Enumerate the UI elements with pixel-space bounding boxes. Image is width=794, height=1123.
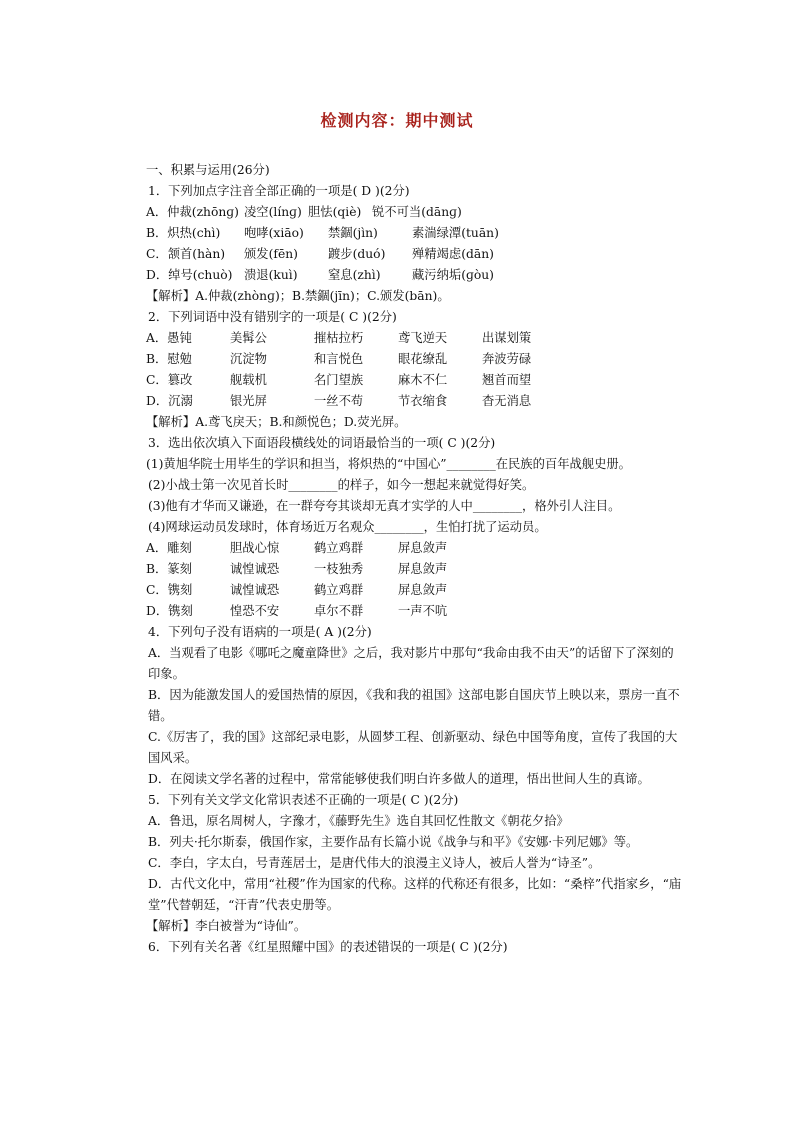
q3-option-c: C．镌刻 诚惶诚恐 鹤立鸡群 屏息敛声: [146, 583, 448, 597]
q1-option-a: A．仲裁(zhōnɡ) 凌空(línɡ) 胆怯(qiè) 锐不可当(dānɡ): [146, 205, 462, 219]
q4-option-a: A．当观看了电影《哪吒之魔童降世》之后，我对影片中那句“我命由我不由天”的话留下了深刻的印象。: [148, 646, 674, 681]
question-5-stem: 5．下列有关文学文化常识表述不正确的一项是( C )(2分): [148, 793, 459, 807]
question-6-stem: 6．下列有关名著《红星照耀中国》的表述错误的一项是( C )(2分): [148, 940, 508, 954]
q5-option-d: D．古代文化中，常用“社稷”作为国家的代称。这样的代称还有很多，比如：“桑梓”代指家乡，“庙堂”代替朝廷，“汗青”代表史册等。: [148, 877, 682, 912]
q5-option-c: C．李白，字太白，号青莲居士，是唐代伟大的浪漫主义诗人，被后人誉为“诗圣”。: [148, 856, 601, 870]
q1-option-c: C．颔首(hàn) 颁发(fēn) 踱步(duó) 殚精竭虑(dān): [146, 247, 494, 261]
q1-analysis: 【解析】A.仲裁(zhònɡ)；B.禁錮(jīn)；C.颁发(bān)。: [146, 289, 450, 303]
q2-option-a: A．愚钝 美髯公 摧枯拉朽 鸢飞逆天 出谋划策: [146, 331, 532, 345]
question-2-stem: 2．下列词语中没有错别字的一项是( C )(2分): [148, 310, 397, 324]
question-4-stem: 4．下列句子没有语病的一项是( A )(2分): [148, 625, 372, 639]
q2-option-d: D．沉溺 银光屏 一丝不苟 节衣缩食 杳无消息: [146, 394, 532, 408]
q3-item-1: (1)黄旭华院士用毕生的学识和担当，将炽热的“中国心”________在民族的百年战舰史册。: [146, 457, 631, 471]
section-heading: 一、积累与运用(26分): [146, 163, 270, 177]
q5-option-a: A．鲁迅，原名周树人，字豫才，《藤野先生》选自其回忆性散文《朝花夕拾》: [148, 814, 569, 828]
q3-item-2: (2)小战士第一次见首长时________的样子，如今一想起来就觉得好笑。: [148, 478, 535, 492]
q3-option-b: B．篆刻 诚惶诚恐 一枝独秀 屏息敛声: [146, 562, 448, 576]
q5-option-b: B．列夫·托尔斯泰，俄国作家，主要作品有长篇小说《战争与和平》《安娜·卡列尼娜》等。: [148, 835, 639, 849]
q2-option-b: B．慰勉 沉淀物 和言悦色 眼花缭乱 奔波劳碌: [146, 352, 532, 366]
q1-option-b: B．炽热(chì) 咆哮(xiāo) 禁錮(jìn) 素湍绿潭(tuān): [146, 226, 499, 240]
q4-option-b: B．因为能激发国人的爱国热情的原因，《我和我的祖国》这部电影自国庆节上映以来，票房一直不错。: [148, 688, 680, 723]
question-1-stem: 1．下列加点字注音全部正确的一项是( D )(2分): [148, 184, 410, 198]
q3-item-4: (4)网球运动员发球时，体育场近万名观众________，生怕打扰了运动员。: [148, 520, 547, 534]
exam-content: [146, 160, 682, 958]
q4-option-d: D．在阅读文学名著的过程中，常常能够使我们明白许多做人的道理，悟出世间人生的真谛。: [148, 772, 650, 786]
q3-option-a: A．雕刻 胆战心惊 鹤立鸡群 屏息敛声: [146, 541, 448, 555]
q5-analysis: 【解析】李白被誉为“诗仙”。: [146, 919, 307, 933]
q3-option-d: D．镌刻 惶恐不安 卓尔不群 一声不吭: [146, 604, 448, 618]
page-title: 检测内容：期中测试: [320, 111, 474, 130]
q2-option-c: C．篡改 舰载机 名门望族 麻木不仁 翘首而望: [146, 373, 532, 387]
q2-analysis: 【解析】A.鸢飞戾天；B.和颜悦色；D.荧光屏。: [146, 415, 407, 429]
question-3-stem: 3．选出依次填入下面语段横线处的词语最恰当的一项( C )(2分): [148, 436, 496, 450]
q3-item-3: (3)他有才华而又谦逊，在一群夸夸其谈却无真才实学的人中________，格外引人注目。: [148, 499, 621, 513]
q1-option-d: D．绰号(chuò) 溃退(kuì) 窒息(zhì) 藏污纳垢(ɡòu): [146, 268, 494, 282]
q4-option-c: C.《厉害了，我的国》这部纪录电影，从圆梦工程、创新驱动、绿色中国等角度，宣传了我国的大国风采。: [148, 730, 678, 765]
